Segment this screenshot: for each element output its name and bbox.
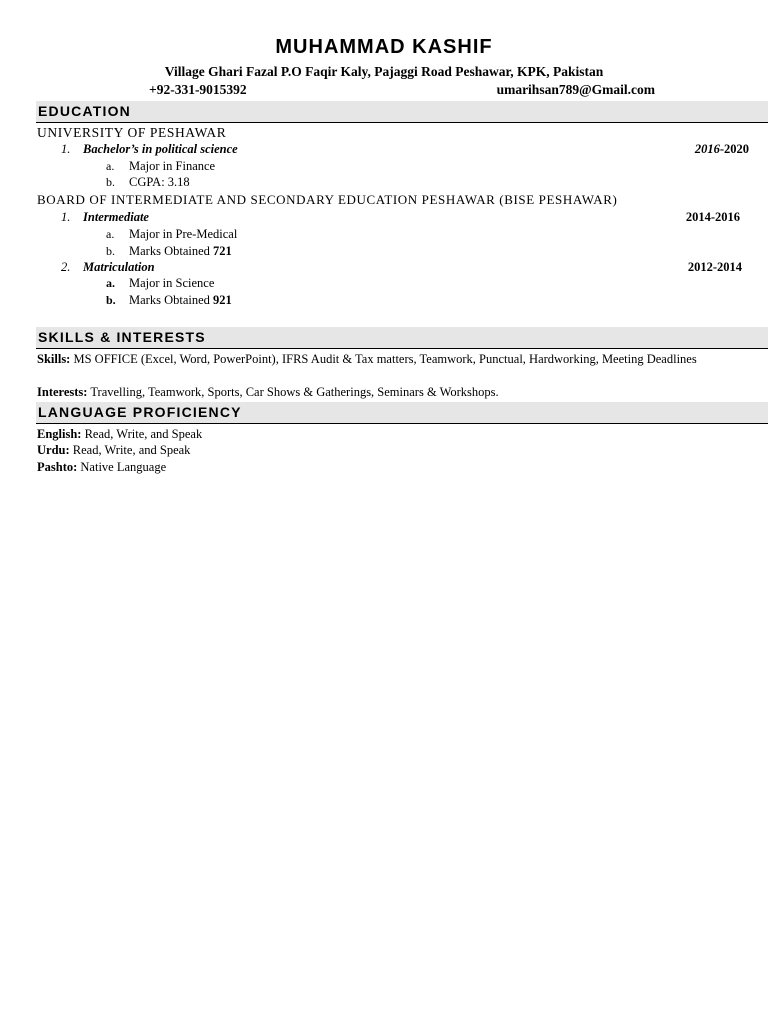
list-number: 2.	[61, 260, 71, 274]
year-end: -2020	[719, 142, 749, 156]
marks-value: 921	[213, 293, 232, 307]
matriculation-major: Major in Science	[129, 276, 215, 290]
list-letter: a.	[106, 159, 115, 173]
resume-name: MUHAMMAD KASHIF	[275, 36, 493, 58]
section-title: EDUCATION	[38, 103, 131, 119]
degree-major: Major in Finance	[129, 159, 216, 173]
intermediate-marks	[129, 244, 232, 259]
section-title: LANGUAGE PROFICIENCY	[38, 404, 242, 420]
degree-title: Bachelor’s in political science	[83, 142, 238, 156]
language-urdu	[37, 442, 737, 459]
urdu-text: Read, Write, and Speak	[69, 443, 191, 457]
skills-text: MS OFFICE (Excel, Word, PowerPoint), IFRS Audit & Tax matters, Teamwork, Punctual, Hardworking, Meeting Deadlines	[70, 352, 697, 366]
matriculation-marks	[129, 293, 232, 308]
matriculation-title: Matriculation	[83, 260, 155, 274]
section-skills-header	[36, 327, 768, 349]
english-label: English:	[37, 427, 82, 441]
language-pashto	[37, 459, 737, 476]
institution-board: BOARD OF INTERMEDIATE AND SECONDARY EDUCATION PESHAWAR (BISE PESHAWAR)	[37, 192, 618, 207]
marks-label: Marks Obtained	[129, 244, 214, 258]
list-letter: b.	[106, 293, 116, 307]
section-education-header	[36, 101, 768, 123]
institution-university: UNIVERSITY OF PESHAWAR	[37, 125, 227, 140]
intermediate-title: Intermediate	[83, 210, 149, 224]
matriculation-years: 2012-2014	[687, 260, 742, 274]
email-address: umarihsan789@Gmail.com	[496, 82, 655, 97]
list-letter: b.	[106, 175, 115, 189]
interests-label: Interests:	[37, 385, 88, 399]
interests-paragraph	[37, 384, 737, 401]
interests-text: Travelling, Teamwork, Sports, Car Shows & Gatherings, Seminars & Workshops.	[87, 385, 499, 399]
pashto-text: Native Language	[77, 460, 167, 474]
list-letter: a.	[106, 276, 115, 290]
marks-label: Marks Obtained	[129, 293, 214, 307]
address-line: Village Ghari Fazal P.O Faqir Kaly, Pajaggi Road Peshawar, KPK, Pakistan	[164, 64, 604, 79]
english-text: Read, Write, and Speak	[81, 427, 203, 441]
intermediate-years: 2014-2016	[685, 210, 740, 224]
phone-number: +92-331-9015392	[149, 82, 247, 97]
pashto-label: Pashto:	[37, 460, 78, 474]
section-title: SKILLS & INTERESTS	[38, 329, 206, 345]
list-letter: a.	[106, 227, 115, 241]
degree-cgpa: CGPA: 3.18	[129, 175, 190, 189]
list-number: 1.	[61, 210, 71, 224]
list-letter: b.	[106, 244, 115, 258]
skills-paragraph	[37, 351, 737, 368]
list-number: 1.	[61, 142, 71, 156]
urdu-label: Urdu:	[37, 443, 70, 457]
marks-value: 721	[213, 244, 232, 258]
intermediate-major: Major in Pre-Medical	[129, 227, 238, 241]
degree-years	[695, 142, 749, 157]
skills-label: Skills:	[37, 352, 71, 366]
section-language-header	[36, 402, 768, 424]
language-english	[37, 426, 737, 443]
year-start: 2016	[694, 142, 720, 156]
